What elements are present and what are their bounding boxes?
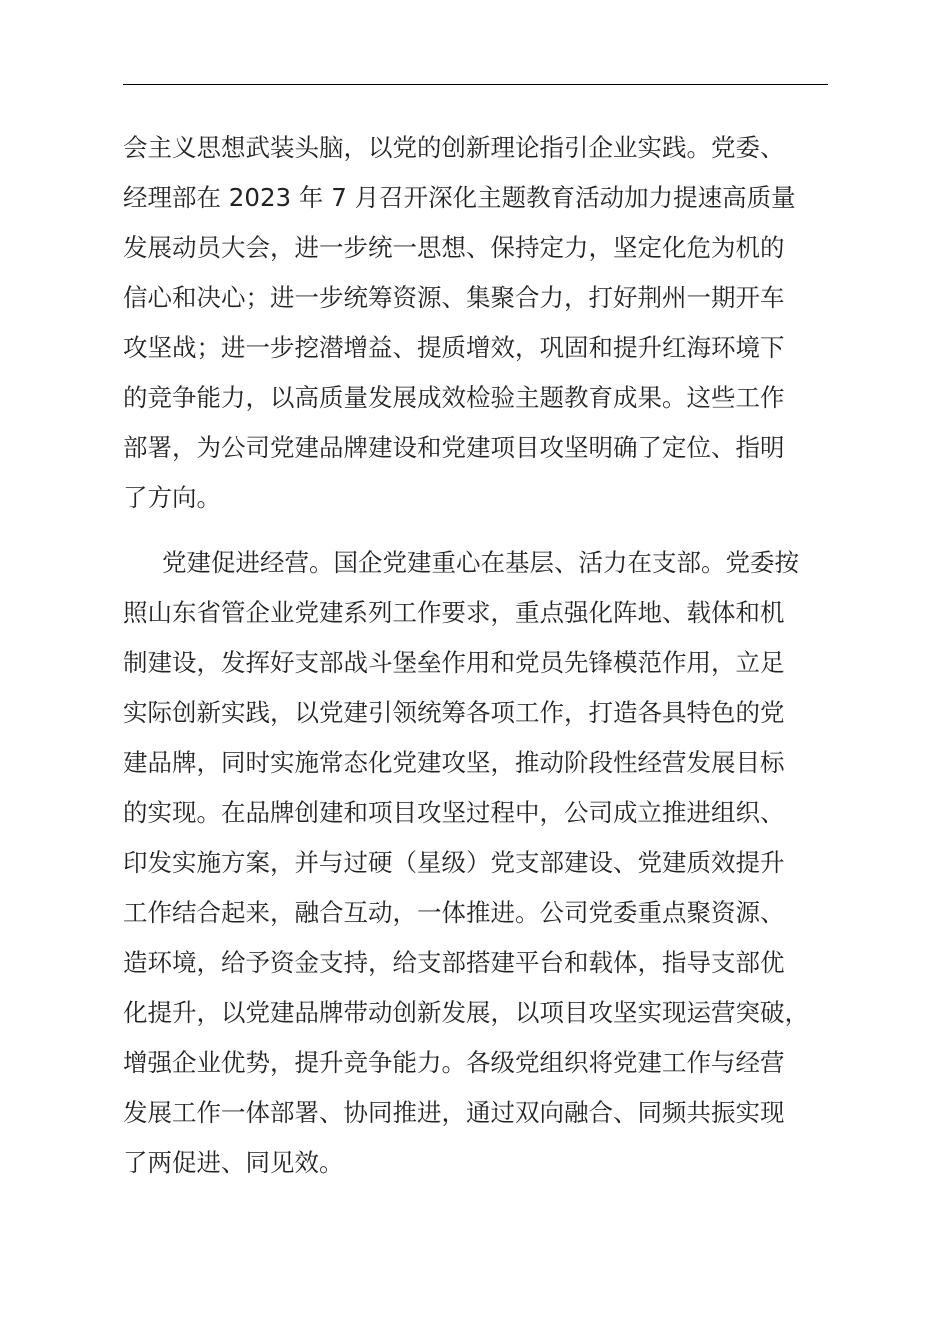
paragraph-line: 印发实施方案，并与过硬（星级）党支部建设、党建质效提升 — [123, 848, 785, 877]
paragraph-line: 照山东省管企业党建系列工作要求，重点强化阵地、载体和机 — [123, 598, 785, 627]
paragraph-line: 了两促进、同见效。 — [123, 1148, 344, 1177]
paragraph-line: 造环境，给予资金支持，给支部搭建平台和载体，指导支部优 — [123, 948, 785, 977]
paragraph-line: 部署，为公司党建品牌建设和党建项目攻坚明确了定位、指明 — [123, 433, 785, 462]
paragraph-line: 攻坚战；进一步挖潜增益、提质增效，巩固和提升红海环境下 — [123, 333, 785, 362]
paragraph-line: 制建设，发挥好支部战斗堡垒作用和党员先锋模范作用，立足 — [123, 648, 785, 677]
paragraph-line: 会主义思想武装头脑，以党的创新理论指引企业实践。党委、 — [123, 133, 785, 162]
paragraph-line: 发展工作一体部署、协同推进，通过双向融合、同频共振实现 — [123, 1098, 785, 1127]
paragraph-line: 实际创新实践，以党建引领统筹各项工作，打造各具特色的党 — [123, 698, 785, 727]
paragraph-line: 增强企业优势，提升竞争能力。各级党组织将党建工作与经营 — [123, 1048, 785, 1077]
paragraph-line: 化提升，以党建品牌带动创新发展，以项目攻坚实现运营突破， — [123, 998, 809, 1027]
paragraph-line: 的实现。在品牌创建和项目攻坚过程中，公司成立推进组织、 — [123, 798, 785, 827]
header-rule — [123, 84, 828, 85]
paragraph-line: 经理部在 2023 年 7 月召开深化主题教育活动加力提速高质量 — [123, 183, 796, 212]
paragraph-1 — [123, 123, 843, 523]
paragraph-2 — [123, 538, 843, 1188]
paragraph-line: 发展动员大会，进一步统一思想、保持定力，坚定化危为机的 — [123, 233, 785, 262]
paragraph-line: 建品牌，同时实施常态化党建攻坚，推动阶段性经营发展目标 — [123, 748, 785, 777]
paragraph-first-line: 党建促进经营。国企党建重心在基层、活力在支部。党委按 — [162, 548, 799, 577]
paragraph-line: 工作结合起来，融合互动，一体推进。公司党委重点聚资源、 — [123, 898, 785, 927]
paragraph-line: 的竞争能力，以高质量发展成效检验主题教育成果。这些工作 — [123, 383, 785, 412]
paragraph-line: 了方向。 — [123, 483, 221, 512]
paragraph-line: 信心和决心；进一步统筹资源、集聚合力，打好荆州一期开车 — [123, 283, 785, 312]
